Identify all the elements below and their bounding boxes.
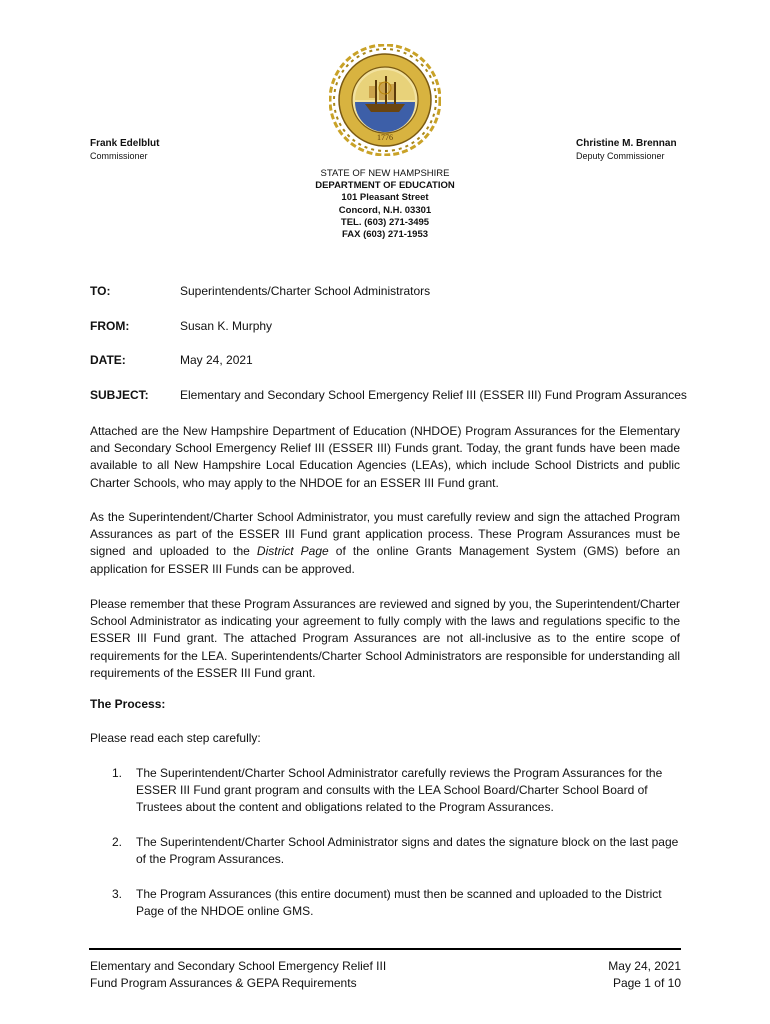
memo-date-value: May 24, 2021 xyxy=(180,353,253,367)
district-page-emphasis: District Page xyxy=(256,544,329,559)
paragraph-instructions xyxy=(90,509,680,578)
dept-line-state: STATE OF NEW HAMPSHIRE xyxy=(320,168,450,179)
step-number: 3. xyxy=(112,887,123,901)
paragraph-reminder: Please remember that these Program Assurances are reviewed and signed by you, the Superintendent/Charter School Administrator as indicating your agreement to fully comply with the laws and regulations specific to the ESSER III Fund grant. The attached Program Assurances are not all-inclusive as to the entire scope of requirements for the LEA. Superintendents/Charter School Administrators are responsible for understanding all requirements of the ESSER III Fund grant. xyxy=(90,597,680,680)
deputy-commissioner-title: Deputy Commissioner xyxy=(576,151,665,161)
paragraph-intro: Attached are the New Hampshire Department of Education (NHDOE) Program Assurances for the Elementary and Secondary School Emergency Relief III (ESSER III) Funds grant. Today, the grant funds have been made available to all New Hampshire Local Education Agencies (LEAs), which include School Districts and public Charter Schools, who may apply to the NHDOE for an ESSER III Fund grant. xyxy=(90,424,680,490)
step-number: 2. xyxy=(112,835,123,849)
process-heading: The Process: xyxy=(90,697,166,711)
seal-year: 1776 xyxy=(377,133,393,142)
dept-line-tel: TEL. (603) 271-3495 xyxy=(340,216,430,228)
footer-document-title xyxy=(90,958,386,992)
dept-line-street: 101 Pleasant Street xyxy=(341,192,429,204)
footer-divider xyxy=(89,948,681,950)
step-number: 1. xyxy=(112,766,123,780)
commissioner-block xyxy=(90,137,159,162)
memo-to-value: Superintendents/Charter School Administrators xyxy=(180,284,431,298)
commissioner-title: Commissioner xyxy=(90,151,148,161)
deputy-commissioner-name: Christine M. Brennan xyxy=(576,138,677,149)
memo-subject-label: SUBJECT: xyxy=(90,388,149,402)
process-intro: Please read each step carefully: xyxy=(90,731,261,745)
footer-title-line-2: Fund Program Assurances & GEPA Requirements xyxy=(90,976,357,990)
paragraph-instructions-end: of the online Grants Management System (GMS) before an application for ESSER III Funds can be approved. xyxy=(90,544,681,576)
dept-line-department: DEPARTMENT OF EDUCATION xyxy=(315,180,455,192)
state-seal-icon xyxy=(329,44,441,156)
memo-subject-value: Elementary and Secondary School Emergency Relief III (ESSER III) Fund Program Assurances xyxy=(180,388,687,402)
step-text: The Superintendent/Charter School Administrator signs and dates the signature block on the last page of the Program Assurances. xyxy=(136,835,679,867)
memo-date-label: DATE: xyxy=(90,353,126,367)
memo-from-label: FROM: xyxy=(90,319,130,333)
dept-line-city: Concord, N.H. 03301 xyxy=(338,204,432,216)
dept-line-fax: FAX (603) 271-1953 xyxy=(341,229,429,241)
footer-date: May 24, 2021 xyxy=(608,959,681,973)
department-address xyxy=(260,168,510,241)
step-text: The Superintendent/Charter School Administrator carefully reviews the Program Assurances for the ESSER III Fund grant program and consults with the LEA School Board/Charter School Board of Trustees about the content and obligations related to the Program Assurances. xyxy=(136,766,663,815)
memo-to-label: TO: xyxy=(90,284,111,298)
memo-from-value: Susan K. Murphy xyxy=(180,319,273,333)
footer-page-number: Page 1 of 10 xyxy=(612,976,681,990)
deputy-commissioner-block xyxy=(576,137,677,162)
step-text: The Program Assurances (this entire document) must then be scanned and uploaded to the District Page of the NHDOE online GMS. xyxy=(136,887,662,919)
footer-title-line-1: Elementary and Secondary School Emergency Relief III xyxy=(90,959,387,973)
commissioner-name: Frank Edelblut xyxy=(90,138,160,149)
footer-page-info xyxy=(608,958,681,992)
paragraph-instructions-start: As the Superintendent/Charter School Administrator, you must carefully review and sign the attached Program Assurances as part of the ESSER III Fund grant application process. These Program Assurances must be signed and uploaded to the xyxy=(90,510,680,559)
